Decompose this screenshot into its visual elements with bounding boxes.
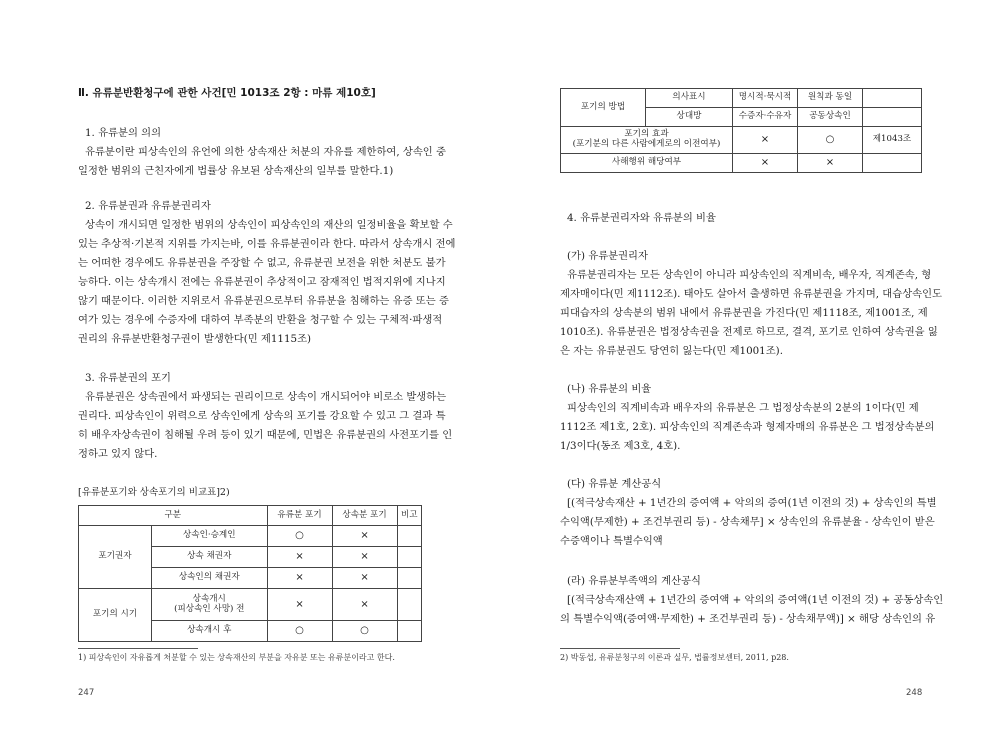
- table-cell: [397, 526, 421, 547]
- table-cell: ×: [267, 589, 332, 621]
- body-line: 정하고 있지 않다.: [78, 448, 158, 460]
- formula-line: [(적극상속재산 + 1년간의 증여액 + 악의의 증여(1년 이전의 것) + 상속인의 특별: [567, 497, 937, 509]
- comparison-table: [78, 505, 422, 642]
- table-cell: 원칙과 동일: [798, 89, 863, 108]
- formula-line: 수익액(무제한) + 조건부권리 등) - 상속채무] × 상속인의 유류분율 - 상속인이 받은: [560, 516, 935, 528]
- table-cell: [863, 154, 922, 173]
- table-cell: ○: [798, 127, 863, 154]
- section-title: 2. 유류분권과 유류분권리자: [85, 200, 211, 212]
- footnote: 1) 피상속인이 자유롭게 처분할 수 있는 상속재산의 부분을 자유분 또는 유류분이라고 한다.: [78, 653, 395, 662]
- body-line: 여가 있는 경우에 수증자에 대하여 부족분의 반환을 청구할 수 있는 구체적·파생적: [78, 314, 443, 326]
- table-cell: [397, 547, 421, 568]
- table-cell: [152, 589, 268, 621]
- body-line: 1010조). 유류분권은 법정상속권을 전제로 하므로, 결격, 포기로 인하여 상속권을 잃: [560, 326, 938, 338]
- body-line: 능하다. 이는 상속개시 전에는 유류분권이 추상적이고 잠재적인 법적지위에 지나지: [78, 276, 446, 288]
- table-cell: 상속인·승계인: [152, 526, 268, 547]
- table-cell: [397, 589, 421, 621]
- subsection-title: (다) 유류분 계산공식: [567, 478, 662, 490]
- table-group-cell: 포기의 시기: [79, 589, 152, 642]
- subsection-title: (나) 유류분의 비율: [567, 383, 652, 395]
- table-cell-line: 상속개시: [192, 593, 226, 604]
- formula-line: [(적극상속재산액 + 1년간의 증여액 + 악의의 증여액(1년 이전의 것) + 공동상속인: [567, 594, 944, 606]
- footnote-divider: [560, 648, 680, 649]
- table-cell: [561, 127, 733, 154]
- table-cell: 공동상속인: [798, 108, 863, 127]
- table-header-cell: 상속분 포기: [332, 506, 397, 526]
- table-header-cell: 비고: [397, 506, 421, 526]
- body-line: 유류분권리자는 모든 상속인이 아니라 피상속인의 직계비속, 배우자, 직계존속, 형: [567, 269, 932, 281]
- body-line: 1112조 제1호, 2호). 피상속인의 직계존속과 형제자매의 유류분은 그 법정상속분의: [560, 421, 935, 433]
- table-cell: ×: [332, 526, 397, 547]
- table-cell: ○: [267, 526, 332, 547]
- table-cell: [863, 89, 922, 108]
- table-cell: 상대방: [646, 108, 733, 127]
- table-cell: ×: [332, 547, 397, 568]
- subsection-title: (라) 유류분부족액의 계산공식: [567, 575, 701, 587]
- table-caption: [유류분포기와 상속포기의 비교표]2): [78, 487, 230, 498]
- body-line: 유류분권은 상속권에서 파생되는 권리이므로 상속이 개시되어야 비로소 발생하는: [85, 391, 447, 403]
- table-cell: [397, 568, 421, 589]
- table-cell: 상속개시 후: [152, 621, 268, 642]
- table-cell: 제1043조: [863, 127, 922, 154]
- body-line: 1/3이다(동조 제3호, 4호).: [560, 440, 681, 452]
- formula-line: 수증액이나 특별수익액: [560, 535, 663, 547]
- table-cell-line: 포기의 효과: [624, 129, 669, 140]
- table-cell: ○: [332, 621, 397, 642]
- body-line: 권리의 유류분반환청구권이 발생한다(민 제1115조): [78, 333, 312, 345]
- body-line: 권리다. 피상속인이 위력으로 상속인에게 상속의 포기를 강요할 수 있고 그 결과 특: [78, 410, 446, 422]
- table-header-cell: 유류분 포기: [267, 506, 332, 526]
- table-row: [561, 154, 922, 173]
- section-title: 1. 유류분의 의의: [85, 127, 162, 139]
- page-number: 248: [906, 688, 923, 698]
- body-line: 는 어떠한 경우에도 유류분권을 주장할 수 없고, 유류분권 보전을 위한 처분도 불가: [78, 257, 446, 269]
- table-cell: [397, 621, 421, 642]
- body-line: 히 배우자상속권이 침해될 우려 등이 있기 때문에, 민법은 유류분권의 사전포기를 인: [78, 429, 453, 441]
- table-cell-line: (포기분의 다른 사람에게로의 이전여부): [572, 139, 721, 149]
- footnote: 2) 박동섭, 유류분청구의 이론과 실무, 법률정보센터, 2011, p28.: [560, 653, 789, 662]
- table-cell: ×: [733, 154, 798, 173]
- table-cell: 의사표시: [646, 89, 733, 108]
- table-cell-line: (피상속인 사망) 전: [174, 603, 245, 614]
- subsection-title: (가) 유류분권리자: [567, 250, 648, 262]
- table-row: [79, 589, 422, 621]
- page-number: 247: [78, 688, 95, 698]
- section-title: 4. 유류분권리자와 유류분의 비율: [567, 212, 716, 224]
- body-line: 은 자는 유류분권도 당연히 잃는다(민 제1001조).: [560, 345, 783, 357]
- table-cell: 명시적·묵시적: [733, 89, 798, 108]
- body-line: 유류분이란 피상속인의 유언에 의한 상속재산 처분의 자유를 제한하여, 상속인 중: [85, 146, 446, 158]
- footnote-divider: [78, 648, 198, 649]
- body-line: 있는 추상적·기본적 지위를 가지는바, 이를 유류분권이라 한다. 따라서 상속개시 전에: [78, 238, 456, 250]
- table-group-cell: 포기권자: [79, 526, 152, 589]
- table-header-row: [79, 506, 422, 526]
- body-line: 일정한 범위의 근친자에게 법률상 유보된 상속재산의 일부를 말한다.1): [78, 165, 394, 177]
- formula-line: 의 특별수익액(증여액·무제한) + 조건부권리 등) - 상속채무액)] × 해당 상속인의 유: [560, 613, 936, 625]
- table-cell: 사해행위 해당여부: [561, 154, 733, 173]
- body-line: 상속이 개시되면 일정한 범위의 상속인이 피상속인의 재산의 일정비율을 확보할 수: [85, 219, 453, 231]
- table-cell: ×: [267, 547, 332, 568]
- table-cell: ×: [733, 127, 798, 154]
- table-cell: ×: [332, 589, 397, 621]
- table-cell: 상속인의 채권자: [152, 568, 268, 589]
- body-line: 피상속인의 직계비속과 배우자의 유류분은 그 법정상속분의 2분의 1이다(민 제: [567, 402, 919, 414]
- table-cell: ×: [798, 154, 863, 173]
- comparison-table-continued: [560, 88, 922, 173]
- table-row: [561, 89, 922, 108]
- body-line: 제자매이다(민 제1112조). 태아도 살아서 출생하면 유류분권을 가지며, 대습상속인도: [560, 288, 942, 300]
- body-line: 피대습자의 상속분의 범위 내에서 유류분권을 가진다(민 제1118조, 제1001조, 제: [560, 307, 928, 319]
- table-cell: ×: [332, 568, 397, 589]
- chapter-heading: Ⅱ. 유류분반환청구에 관한 사건[민 1013조 2항 : 마류 제10호]: [78, 87, 376, 99]
- table-cell: [863, 108, 922, 127]
- table-cell: 수증자·수유자: [733, 108, 798, 127]
- table-row: [561, 127, 922, 154]
- table-group-cell: 포기의 방법: [561, 89, 646, 127]
- table-cell: 상속 채권자: [152, 547, 268, 568]
- table-cell: ○: [267, 621, 332, 642]
- table-cell: ×: [267, 568, 332, 589]
- section-title: 3. 유류분권의 포기: [85, 372, 171, 384]
- table-header-cell: 구분: [79, 506, 268, 526]
- table-row: [79, 526, 422, 547]
- right-page: [500, 0, 1000, 733]
- body-line: 않기 때문이다. 이러한 지위로서 유류분권으로부터 유류분을 침해하는 유증 또는 증: [78, 295, 449, 307]
